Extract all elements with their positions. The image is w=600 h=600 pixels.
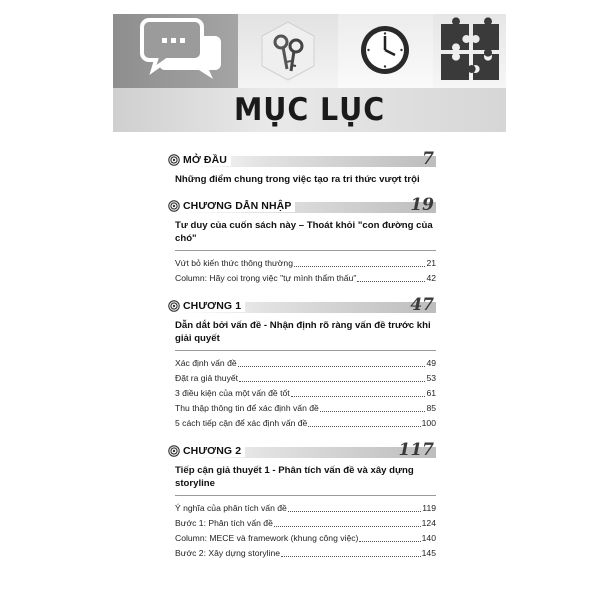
entry-title: Đặt ra giả thuyết: [175, 373, 239, 383]
clock-panel: [338, 14, 433, 88]
section-header[interactable]: [168, 195, 436, 217]
entry-page-number: 61: [426, 388, 436, 398]
dot-leader: [357, 281, 425, 282]
puzzle-panel: [433, 14, 506, 88]
toc-entry[interactable]: [175, 516, 436, 531]
toc-section: [168, 440, 436, 561]
section-page-number: 7: [422, 149, 434, 169]
section-subtitle: Tiếp cận giả thuyết 1 - Phân tích vấn đề và xây dựng storyline: [175, 465, 414, 489]
entry-title: Ý nghĩa của phân tích vấn đề: [175, 503, 287, 513]
dot-leader: [274, 526, 421, 527]
dot-leader: [291, 396, 426, 397]
toc-entry[interactable]: [175, 416, 436, 431]
section-label: CHƯƠNG 2: [183, 445, 245, 457]
section-gap: [168, 431, 436, 443]
section-label: CHƯƠNG 1: [183, 300, 245, 312]
entry-title: Column: Hãy coi trọng việc "tự mình thẩm thấu": [175, 273, 357, 283]
section-label: MỞ ĐẦU: [183, 154, 231, 166]
section-divider: [175, 250, 436, 251]
entry-title: Vứt bỏ kiến thức thông thường: [175, 258, 293, 268]
dot-leader: [239, 381, 425, 382]
dot-leader: [288, 511, 421, 512]
target-bullet-icon: [168, 300, 180, 312]
entry-page-number: 85: [426, 403, 436, 413]
entry-title: Thu thập thông tin để xác định vấn đề: [175, 403, 319, 413]
toc-entry[interactable]: [175, 271, 436, 286]
entry-title: 3 điều kiện của một vấn đề tốt: [175, 388, 290, 398]
dot-leader: [281, 556, 421, 557]
toc-section: [168, 149, 436, 186]
entry-page-number: 140: [421, 533, 436, 543]
section-entries: [168, 350, 436, 431]
chat-bubbles-icon: [113, 14, 238, 88]
dot-leader: [359, 541, 420, 542]
section-page-number: 117: [398, 440, 434, 460]
toc-entry[interactable]: [175, 531, 436, 546]
section-entries: [168, 250, 436, 286]
entry-title: 5 cách tiếp cận để xác định vấn đề: [175, 418, 308, 428]
entry-page-number: 119: [422, 503, 436, 513]
dot-leader: [294, 266, 425, 267]
section-header[interactable]: [168, 440, 436, 462]
section-divider: [175, 350, 436, 351]
page-title: MỤC LỤC: [233, 92, 386, 128]
dot-leader: [320, 411, 426, 412]
entry-page-number: 42: [426, 273, 436, 283]
target-bullet-icon: [168, 200, 180, 212]
clock-icon: [338, 14, 433, 88]
section-page-number: 19: [410, 195, 434, 215]
dot-leader: [238, 366, 426, 367]
entry-title: Column: MECE và framework (khung công việc): [175, 533, 359, 543]
section-subtitle: Tư duy của cuốn sách này – Thoát khỏi "con đường của chó": [175, 220, 433, 244]
puzzle-icon: [433, 14, 506, 88]
toc-entry[interactable]: [175, 256, 436, 271]
section-header[interactable]: [168, 295, 436, 317]
section-header[interactable]: [168, 149, 436, 171]
toc-entry[interactable]: [175, 401, 436, 416]
section-subtitle: Dẫn dắt bởi vấn đề - Nhận định rõ ràng vấn đề trước khi giải quyết: [175, 320, 431, 344]
entry-page-number: 49: [426, 358, 436, 368]
target-bullet-icon: [168, 445, 180, 457]
entry-page-number: 145: [421, 548, 436, 558]
keys-panel: [238, 14, 338, 88]
toc-entry[interactable]: [175, 386, 436, 401]
target-bullet-icon: [168, 154, 180, 166]
section-gap: [168, 186, 436, 198]
toc-entry[interactable]: [175, 356, 436, 371]
toc-section: [168, 195, 436, 286]
toc-entry[interactable]: [175, 501, 436, 516]
section-divider: [175, 495, 436, 496]
entry-page-number: 21: [426, 258, 436, 268]
toc-entry[interactable]: [175, 546, 436, 561]
entry-page-number: 53: [426, 373, 436, 383]
entry-page-number: 124: [421, 518, 436, 528]
header-banner: [113, 14, 506, 88]
section-page-number: 47: [410, 295, 434, 315]
entry-title: Bước 2: Xây dựng storyline: [175, 548, 281, 558]
entry-page-number: 100: [421, 418, 436, 428]
dot-leader: [308, 426, 420, 427]
section-entries: [168, 495, 436, 561]
toc-section: [168, 295, 436, 431]
section-subtitle: Những điểm chung trong việc tạo ra tri thức vượt trội: [175, 174, 420, 185]
section-label: CHƯƠNG DẪN NHẬP: [183, 200, 295, 212]
chat-panel: [113, 14, 238, 88]
table-of-contents: [168, 149, 436, 561]
section-gap: [168, 286, 436, 298]
keys-icon: [238, 14, 338, 88]
title-band: [113, 88, 506, 132]
toc-entry[interactable]: [175, 371, 436, 386]
entry-title: Bước 1: Phân tích vấn đề: [175, 518, 273, 528]
entry-title: Xác định vấn đề: [175, 358, 237, 368]
